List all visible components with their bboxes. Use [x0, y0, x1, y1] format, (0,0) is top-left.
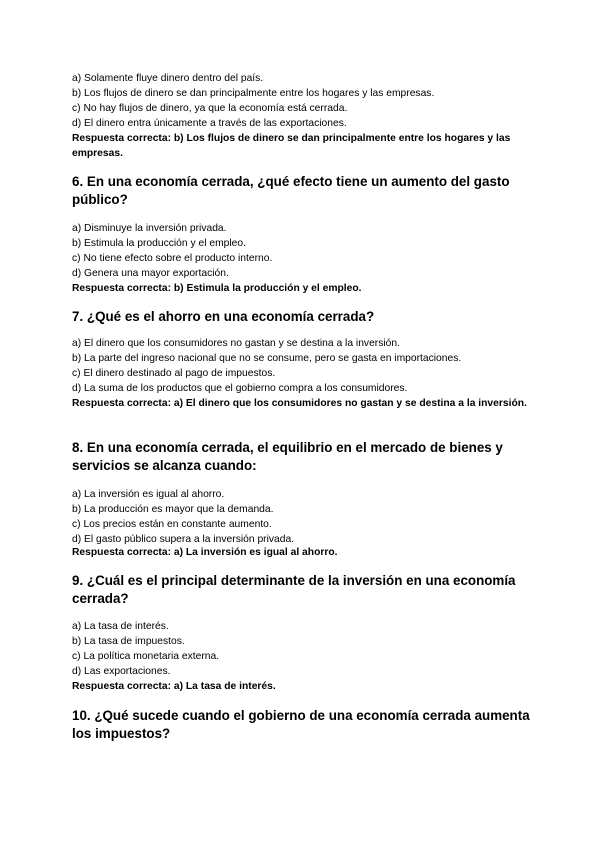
option-d: d) El dinero entra únicamente a través de las exportaciones. [72, 118, 347, 129]
option-c: c) Los precios están en constante aumento. [72, 519, 272, 530]
question-5-options [72, 71, 542, 131]
question-9-options [72, 619, 542, 679]
question-7-heading: 7. ¿Qué es el ahorro en una economía cerrada? [72, 309, 375, 324]
option-b: b) La tasa de impuestos. [72, 636, 185, 647]
option-a: a) La inversión es igual al ahorro. [72, 489, 225, 500]
option-d: d) La suma de los productos que el gobierno compra a los consumidores. [72, 383, 408, 394]
option-a: a) Solamente fluye dinero dentro del país. [72, 73, 264, 84]
option-c: c) El dinero destinado al pago de impuestos. [72, 368, 276, 379]
option-c: c) No hay flujos de dinero, ya que la economía está cerrada. [72, 103, 348, 114]
option-c: c) No tiene efecto sobre el producto interno. [72, 253, 273, 264]
question-6-answer: Respuesta correcta: b) Estimula la producción y el empleo. [72, 283, 362, 294]
option-b: b) Estimula la producción y el empleo. [72, 238, 246, 249]
option-d: d) Las exportaciones. [72, 666, 171, 677]
question-6-options [72, 221, 542, 281]
option-d: d) Genera una mayor exportación. [72, 268, 229, 279]
question-7-options [72, 336, 542, 396]
question-10-heading: 10. ¿Qué sucede cuando el gobierno de una economía cerrada aumenta los impuestos? [72, 708, 530, 741]
option-b: b) Los flujos de dinero se dan principalmente entre los hogares y las empresas. [72, 88, 435, 99]
option-d: d) El gasto público supera a la inversión privada. [72, 534, 295, 545]
option-b: b) La parte del ingreso nacional que no se consume, pero se gasta en importaciones. [72, 353, 462, 364]
option-c: c) La política monetaria externa. [72, 651, 220, 662]
option-b: b) La producción es mayor que la demanda. [72, 504, 274, 515]
question-9-answer: Respuesta correcta: a) La tasa de interés. [72, 681, 276, 692]
question-9-heading: 9. ¿Cuál es el principal determinante de la inversión en una economía cerrada? [72, 573, 516, 606]
option-a: a) La tasa de interés. [72, 621, 169, 632]
question-7-answer: Respuesta correcta: a) El dinero que los consumidores no gastan y se destina a la inversión. [72, 398, 527, 409]
option-a: a) El dinero que los consumidores no gastan y se destina a la inversión. [72, 338, 400, 349]
question-5-answer: Respuesta correcta: b) Los flujos de dinero se dan principalmente entre los hogares y las empresas. [72, 133, 511, 159]
question-8-answer: Respuesta correcta: a) La inversión es igual al ahorro. [72, 547, 338, 558]
question-6-heading: 6. En una economía cerrada, ¿qué efecto tiene un aumento del gasto público? [72, 174, 510, 207]
option-a: a) Disminuye la inversión privada. [72, 223, 227, 234]
question-8-options [72, 487, 542, 547]
question-8-heading: 8. En una economía cerrada, el equilibrio en el mercado de bienes y servicios se alcanza cuando: [72, 440, 503, 473]
